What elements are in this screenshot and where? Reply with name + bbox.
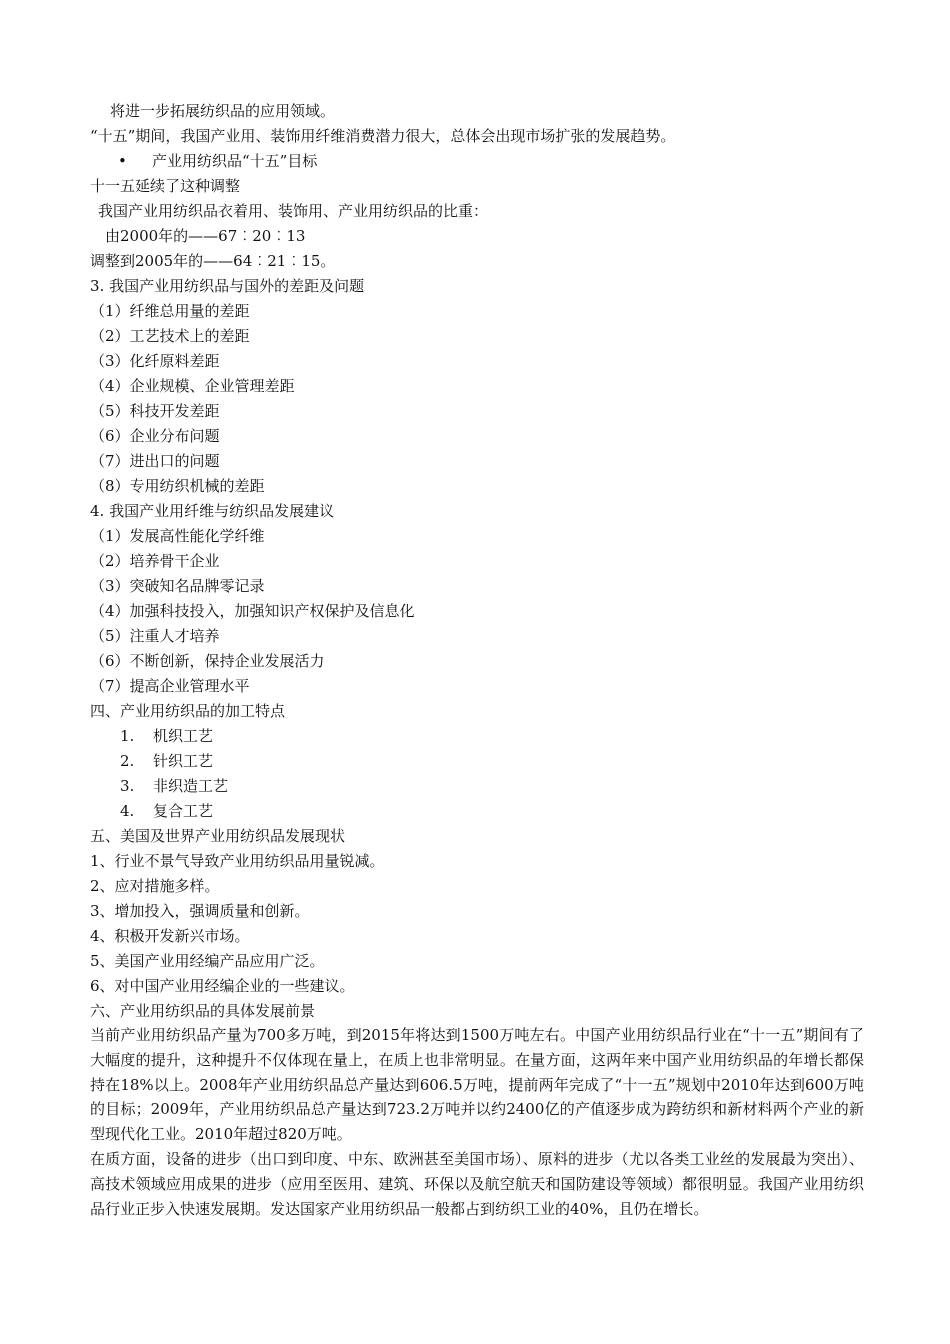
- text-line: 我国产业用纺织品衣着用、装饰用、产业用纺织品的比重：: [98, 202, 489, 220]
- item-text: 复合工艺: [153, 802, 214, 820]
- section-heading: 四、产业用纺织品的加工特点: [90, 702, 286, 720]
- bullet-text: 产业用纺织品“十五”目标: [152, 152, 318, 170]
- item-text: 机织工艺: [153, 727, 214, 745]
- section-heading: 3. 我国产业用纺织品与国外的差距及问题: [90, 277, 365, 295]
- text-line: 由2000年的——67︰20︰13: [105, 227, 306, 245]
- list-item: 6、对中国产业用经编企业的一些建议。: [90, 977, 355, 995]
- list-item: （8）专用纺织机械的差距: [90, 477, 265, 495]
- list-item: 2、应对措施多样。: [90, 877, 220, 895]
- list-item: （6）企业分布问题: [90, 427, 220, 445]
- text-line: 将进一步拓展纺织品的应用领域。: [110, 102, 336, 120]
- list-item: （4）加强科技投入，加强知识产权保护及信息化: [90, 602, 415, 620]
- text-line: 调整到2005年的——64︰21︰15。: [90, 252, 336, 270]
- body-paragraph: 在质方面，设备的进步（出口到印度、中东、欧洲甚至美国市场）、原料的进步（尤以各类工业丝的发展最为突出）、高技术领域应用成果的进步（应用至医用、建筑、环保以及航空航天和国防建设等领域）都很明显。我国产业用纺织品行业正步入快速发展期。发达国家产业用纺织品一般都占到纺织工业的40%，且仍在增长。: [90, 1150, 864, 1218]
- list-item: （7）提高企业管理水平: [90, 677, 250, 695]
- list-item: （3）化纤原料差距: [90, 352, 220, 370]
- list-item: （7）进出口的问题: [90, 452, 220, 470]
- section-heading: 4. 我国产业用纤维与纺织品发展建议: [90, 502, 335, 520]
- list-item: （2）工艺技术上的差距: [90, 327, 250, 345]
- list-item: （5）注重人才培养: [90, 627, 220, 645]
- list-item: 3、增加投入，强调质量和创新。: [90, 902, 310, 920]
- list-item: （1）发展高性能化学纤维: [90, 527, 265, 545]
- bullet-icon: •: [118, 152, 127, 170]
- item-number: 2.: [120, 752, 135, 770]
- item-number: 1.: [120, 727, 135, 745]
- text-line: 十一五延续了这种调整: [90, 177, 241, 195]
- item-number: 4.: [120, 802, 135, 820]
- list-item: （6）不断创新，保持企业发展活力: [90, 652, 325, 670]
- text-line: “十五”期间，我国产业用、装饰用纤维消费潜力很大，总体会出现市场扩张的发展趋势。: [90, 127, 676, 145]
- section-heading: 六、产业用纺织品的具体发展前景: [90, 1002, 316, 1020]
- list-item: （4）企业规模、企业管理差距: [90, 377, 295, 395]
- list-item: 1、行业不景气导致产业用纺织品用量锐减。: [90, 852, 385, 870]
- list-item: 5、美国产业用经编产品应用广泛。: [90, 952, 325, 970]
- list-item: （5）科技开发差距: [90, 402, 220, 420]
- list-item: 4、积极开发新兴市场。: [90, 927, 250, 945]
- list-item: （2）培养骨干企业: [90, 552, 220, 570]
- section-heading: 五、美国及世界产业用纺织品发展现状: [90, 827, 346, 845]
- list-item: （1）纤维总用量的差距: [90, 302, 250, 320]
- item-text: 非织造工艺: [153, 777, 229, 795]
- item-text: 针织工艺: [153, 752, 214, 770]
- body-paragraph: 当前产业用纺织品产量为700多万吨，到2015年将达到1500万吨左右。中国产业用纺织品行业在“十一五”期间有了大幅度的提升，这种提升不仅体现在量上，在质上也非常明显。在量方面，这两年来中国产业用纺织品的年增长都保持在18%以上。2008年产业用纺织品总产量达到606.5万吨，提前两年完成了“十一五”规划中2010年达到600万吨的目标；2009年，产业用纺织品总产量达到723.2万吨并以约2400亿的产值逐步成为跨纺织和新材料两个产业的新型现代化工业。2010年超过820万吨。: [90, 1026, 864, 1144]
- item-number: 3.: [120, 777, 135, 795]
- list-item: （3）突破知名品牌零记录: [90, 577, 265, 595]
